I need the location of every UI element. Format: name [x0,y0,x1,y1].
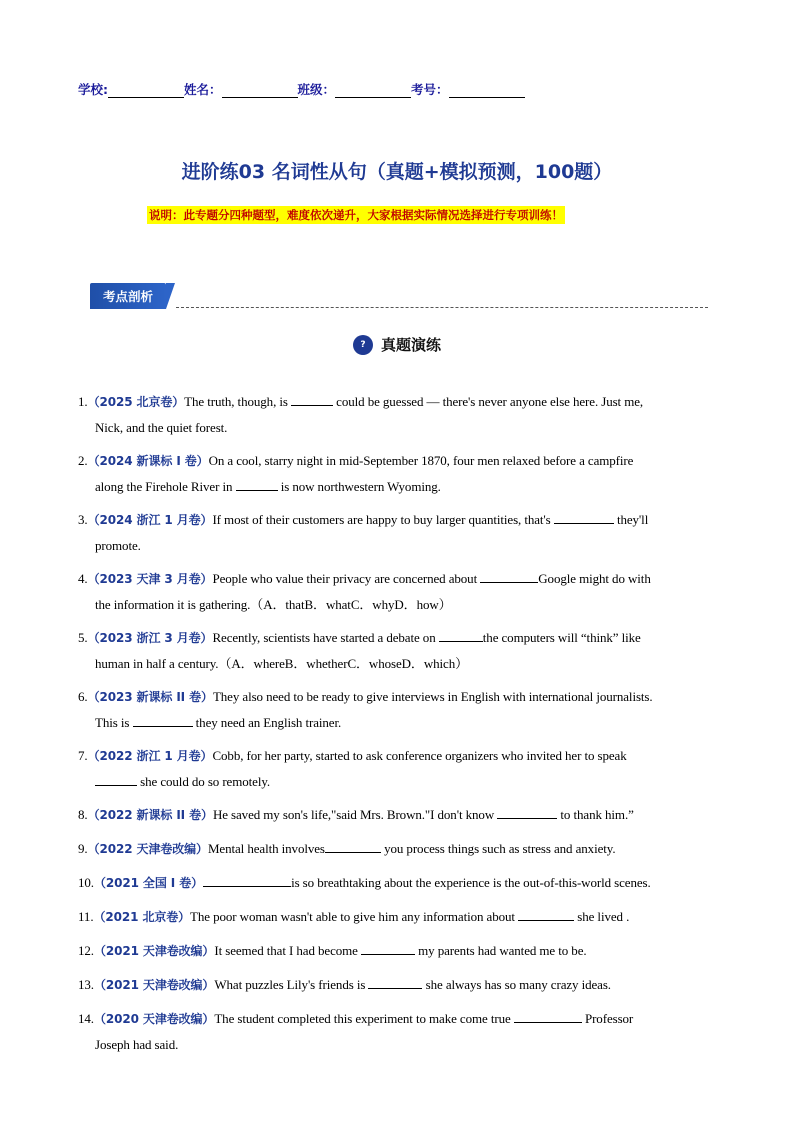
question-badge-icon: ? [353,335,373,355]
question-item: 11.（2021 北京卷）The poor woman wasn't able to give him any information about she lived . [78,904,714,930]
school-field[interactable] [108,84,184,98]
question-item: 7.（2022 浙江 1 月卷）Cobb, for her party, started to ask conference organizers who invited her to speak she could do so remotely. [78,748,627,789]
name-field[interactable] [222,84,298,98]
question-list [78,389,714,1065]
question-item: 4.（2023 天津 3 月卷）People who value their privacy are concerned about Google might do with the information it is gathering.（A．thatB．whatC．whyD．how） [78,566,714,617]
class-label: 班级： [297,82,336,97]
question-item: 9.（2022 天津卷改编）Mental health involves you process things such as stress and anxiety. [78,836,714,862]
question-item: 10.（2021 全国 I 卷） is so breathtaking about the experience is the out-of-this-world scenes. [78,870,714,896]
question-item: 3.（2024 浙江 1 月卷）If most of their customers are happy to buy larger quantities, that's they'll promote. [78,507,714,558]
question-item: 14.（2020 天津卷改编）The student completed this experiment to make come true Professor Joseph had said. [78,1006,714,1057]
answer-blank[interactable] [554,509,614,524]
answer-blank[interactable] [133,712,193,727]
question-item: 8.（2022 新课标 II 卷）He saved my son's life,"said Mrs. Brown."I don't know to thank him.” [78,802,714,828]
answer-blank[interactable] [514,1008,582,1023]
name-label: 姓名： [184,82,222,97]
question-item: 1.（2025 北京卷）The truth, though, is could be guessed — there's never anyone else here. Just me, Nick, and the quiet forest. [78,389,714,440]
number-field[interactable] [449,84,525,98]
answer-blank[interactable] [480,568,538,583]
question-item: 12.（2021 天津卷改编）It seemed that I had become my parents had wanted me to be. [78,938,714,964]
instruction-note: 说明：此专题分四种题型，难度依次递升，大家根据实际情况选择进行专项训练！ [149,208,563,222]
answer-blank[interactable] [439,627,483,642]
answer-blank[interactable] [325,838,381,853]
answer-blank[interactable] [518,906,574,921]
section-divider [176,307,708,308]
school-label: 学校: [78,82,108,97]
question-item: 6.（2023 新课标 II 卷）They also need to be ready to give interviews in English with international journalists. This is they need an English trainer. [78,689,653,730]
sub-heading-text: 真题演练 [380,336,441,354]
answer-blank[interactable] [368,974,422,989]
question-item: 2.（2024 新课标 I 卷）On a cool, starry night in mid-September 1870, four men relaxed before a campfire along the Firehole River in is now northwestern Wyoming. [78,453,634,494]
question-item: 13.（2021 天津卷改编）What puzzles Lily's friends is she always has so many crazy ideas. [78,972,714,998]
number-label: 考号： [411,82,449,97]
answer-blank[interactable] [236,476,278,491]
answer-blank[interactable] [203,872,291,887]
section-tag: 考点剖析 [90,283,166,309]
student-info-line [78,80,525,98]
answer-blank[interactable] [497,804,557,819]
answer-blank[interactable] [95,771,137,786]
class-field[interactable] [335,84,411,98]
question-item: 5.（2023 浙江 3 月卷）Recently, scientists have started a debate on the computers will “think” like human in half a century.（A．whereB．whetherC．whoseD．which） [78,625,714,676]
page-title: 进阶练03 名词性从句（真题+模拟预测，100题） [181,161,613,183]
answer-blank[interactable] [361,940,415,955]
answer-blank[interactable] [291,391,333,406]
sub-heading [0,334,794,355]
